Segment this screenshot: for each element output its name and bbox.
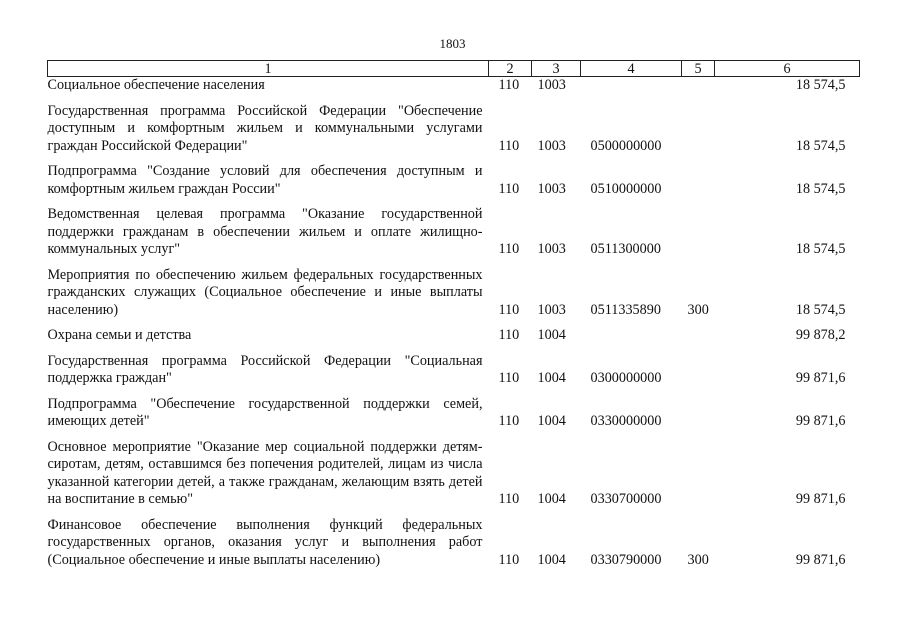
row-amount: 99 878,2 <box>795 327 846 343</box>
row-subsection: 1003 <box>537 77 566 93</box>
row-expense-type <box>682 155 715 198</box>
row-subsection: 1003 <box>537 180 566 197</box>
table-row <box>48 259 860 320</box>
row-target-article: 0511335890 <box>590 301 661 318</box>
row-expense-type <box>682 198 715 259</box>
header-col-2: 2 <box>489 61 532 77</box>
row-target-article: 0510000000 <box>590 180 662 197</box>
row-description: Подпрограмма "Создание условий для обеспечения доступным и комфортным жильем граждан России" <box>47 163 483 197</box>
header-row <box>48 61 860 77</box>
row-expense-type <box>682 95 715 156</box>
row-amount: 18 574,5 <box>795 180 846 197</box>
row-amount: 18 574,5 <box>795 77 846 93</box>
row-section: 110 <box>498 551 520 568</box>
row-amount: 99 871,6 <box>795 370 846 386</box>
row-amount: 99 871,6 <box>795 491 846 507</box>
row-description: Мероприятия по обеспечению жильем федеральных государственных гражданских служащих (Социальное обеспечение и иные выплаты населению) <box>47 266 483 318</box>
row-amount: 18 574,5 <box>795 137 846 154</box>
row-section: 110 <box>498 370 520 386</box>
table-row <box>48 155 860 198</box>
header-col-6: 6 <box>715 61 860 77</box>
row-amount: 18 574,5 <box>795 301 846 318</box>
row-target-article: 0330000000 <box>590 413 662 429</box>
row-section: 110 <box>498 327 520 343</box>
row-description: Ведомственная целевая программа "Оказание государственной поддержки гражданам в обеспечении жильем и оплате жилищно-коммунальных услуг" <box>47 206 483 257</box>
row-subsection: 1003 <box>537 241 566 257</box>
row-section: 110 <box>498 180 520 197</box>
row-target-article <box>581 319 682 345</box>
page-number: 1803 <box>439 36 466 51</box>
table-row <box>48 388 860 431</box>
budget-table <box>47 60 860 569</box>
row-section: 110 <box>498 491 520 507</box>
row-subsection: 1004 <box>537 370 566 386</box>
row-subsection: 1004 <box>537 327 566 343</box>
row-description: Подпрограмма "Обеспечение государственной поддержки семей, имеющих детей" <box>47 395 483 429</box>
table-row <box>48 431 860 509</box>
row-subsection: 1004 <box>537 413 566 429</box>
row-description: Государственная программа Российской Федерации "Обеспечение доступным и комфортным жильем и коммунальными услугами граждан Российской Федерации" <box>47 102 483 154</box>
table-row <box>48 509 860 570</box>
row-amount: 18 574,5 <box>795 241 846 257</box>
table-row <box>48 198 860 259</box>
row-target-article <box>581 77 682 95</box>
row-description: Охрана семьи и детства <box>47 327 192 343</box>
row-target-article: 0330700000 <box>590 491 662 507</box>
header-col-4: 4 <box>581 61 682 77</box>
row-expense-type <box>682 345 715 388</box>
table-row <box>48 77 860 95</box>
row-section: 110 <box>498 301 520 318</box>
row-target-article: 0511300000 <box>590 241 661 257</box>
row-expense-type <box>682 319 715 345</box>
header-col-1: 1 <box>48 61 489 77</box>
row-subsection: 1003 <box>537 137 566 154</box>
row-target-article: 0330790000 <box>590 551 662 568</box>
row-expense-type <box>682 388 715 431</box>
row-description: Государственная программа Российской Федерации "Социальная поддержка граждан" <box>47 352 483 386</box>
row-amount: 99 871,6 <box>795 413 846 429</box>
row-section: 110 <box>498 137 520 154</box>
row-expense-type <box>682 77 715 95</box>
row-subsection: 1004 <box>537 491 566 507</box>
table-row <box>48 95 860 156</box>
table-row <box>48 345 860 388</box>
row-target-article: 0500000000 <box>590 137 662 154</box>
row-subsection: 1003 <box>537 301 566 318</box>
row-section: 110 <box>498 77 520 93</box>
row-amount: 99 871,6 <box>795 551 846 568</box>
row-expense-type: 300 <box>687 301 709 318</box>
row-expense-type: 300 <box>687 551 709 568</box>
table-row <box>48 319 860 345</box>
row-section: 110 <box>498 413 520 429</box>
row-description: Социальное обеспечение населения <box>47 77 265 93</box>
row-description: Финансовое обеспечение выполнения функций федеральных государственных органов, оказания услуг и выполнения работ (Социальное обеспечение и иные выплаты населению) <box>47 516 483 568</box>
row-section: 110 <box>498 241 520 257</box>
row-subsection: 1004 <box>537 551 566 568</box>
row-target-article: 0300000000 <box>590 370 662 386</box>
header-col-5: 5 <box>682 61 715 77</box>
header-col-3: 3 <box>532 61 581 77</box>
row-expense-type <box>682 431 715 509</box>
row-description: Основное мероприятие "Оказание мер социальной поддержки детям-сиротам, детям, оставшимся без попечения родителей, лицам из числа указанной категории детей, а также гражданам, желающим взять детей на воспитание в семью" <box>47 438 483 507</box>
